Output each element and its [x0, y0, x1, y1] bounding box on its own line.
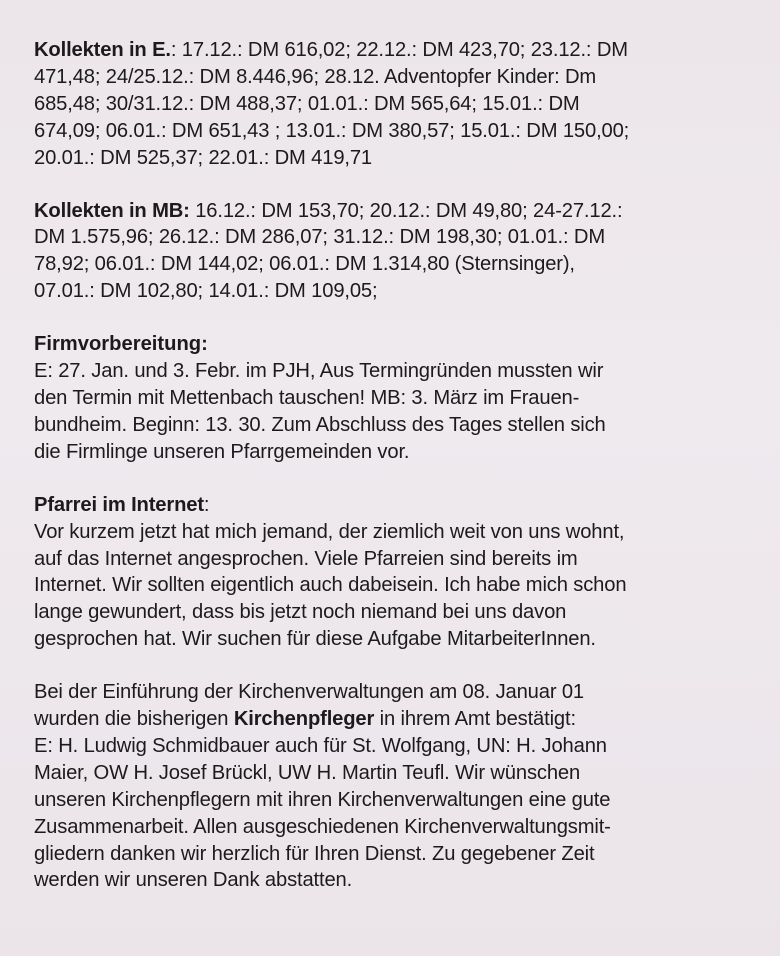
- kollekten-mb-line-1: [34, 198, 760, 225]
- kollekten-mb-line-3: 78,92; 06.01.: DM 144,02; 06.01.: DM 1.314,80 (Sternsinger),: [34, 253, 575, 276]
- kollekten-mb-heading: Kollekten in MB:: [34, 199, 190, 222]
- pfarrei-internet-heading-colon: :: [203, 493, 210, 516]
- kirchenpfleger-line-2-post: in ihrem Amt bestätigt:: [374, 708, 576, 731]
- kirchenpfleger-line-2: [34, 706, 760, 733]
- firmvorbereitung-heading: Firmvorbereitung:: [34, 333, 208, 356]
- kollekten-mb-line-4: 07.01.: DM 102,80; 14.01.: DM 109,05;: [34, 280, 378, 303]
- kollekten-e-line-4: 674,09; 06.01.: DM 651,43 ; 13.01.: DM 380,57; 15.01.: DM 150,00;: [34, 119, 630, 142]
- kirchenpfleger-line-1: Bei der Einführung der Kirchenverwaltungen am 08. Januar 01: [34, 681, 585, 704]
- firmvorbereitung-line-4: die Firmlinge unseren Pfarrgemeinden vor.: [34, 440, 410, 463]
- kirchenpfleger-line-2-pre: wurden die bisherigen: [34, 708, 234, 731]
- kirchenpfleger-line-8: werden wir unseren Dank abstatten.: [34, 869, 353, 892]
- pfarrei-internet-line-3: Internet. Wir sollten eigentlich auch dabeisein. Ich habe mich schon: [34, 574, 627, 597]
- pfarrei-internet-heading-line: [34, 492, 760, 519]
- kollekten-e-line-5: 20.01.: DM 525,37; 22.01.: DM 419,71: [34, 146, 373, 169]
- kirchenpfleger-line-6: Zusammenarbeit. Allen ausgeschiedenen Kirchenverwaltungsmit-: [34, 815, 611, 838]
- kollekten-mb-line-2: DM 1.575,96; 26.12.: DM 286,07; 31.12.: DM 198,30; 01.01.: DM: [34, 226, 606, 249]
- kollekten-e-line-1: [34, 37, 760, 64]
- kirchenpfleger-line-5: unseren Kirchenpflegern mit ihren Kirchenverwaltungen eine gute: [34, 788, 611, 811]
- kollekten-e-text: 17.12.: DM 616,02; 22.12.: DM 423,70; 23.12.: DM: [176, 39, 628, 61]
- kollekten-e-line-3: 685,48; 30/31.12.: DM 488,37; 01.01.: DM 565,64; 15.01.: DM: [34, 92, 580, 115]
- pfarrei-internet-line-2: auf das Internet angesprochen. Viele Pfarreien sind bereits im: [34, 547, 578, 570]
- kollekten-e-heading: Kollekten in E.: [34, 39, 171, 61]
- firmvorbereitung-line-3: bundheim. Beginn: 13. 30. Zum Abschluss des Tages stellen sich: [34, 413, 606, 436]
- kirchenpfleger-keyword: Kirchenpfleger: [233, 708, 375, 731]
- pfarrei-internet-line-5: gesprochen hat. Wir suchen für diese Aufgabe MitarbeiterInnen.: [34, 628, 596, 651]
- pfarrei-internet-line-1: Vor kurzem jetzt hat mich jemand, der ziemlich weit von uns wohnt,: [34, 520, 625, 543]
- section-firmvorbereitung: [34, 331, 760, 466]
- pfarrei-internet-line-4: lange gewundert, dass bis jetzt noch niemand bei uns davon: [34, 601, 567, 624]
- firmvorbereitung-line-1: E: 27. Jan. und 3. Febr. im PJH, Aus Termingründen mussten wir: [34, 360, 604, 383]
- kirchenpfleger-line-7: gliedern danken wir herzlich für Ihren Dienst. Zu gegebener Zeit: [34, 842, 595, 865]
- kirchenpfleger-line-4: Maier, OW H. Josef Brückl, UW H. Martin Teufl. Wir wünschen: [34, 761, 581, 784]
- kollekten-mb-text: 16.12.: DM 153,70; 20.12.: DM 49,80; 24-27.12.:: [189, 199, 623, 222]
- pfarrei-internet-heading: Pfarrei im Internet: [34, 493, 204, 516]
- section-kollekten-mb: [34, 198, 760, 306]
- kirchenpfleger-line-3: E: H. Ludwig Schmidbauer auch für St. Wolfgang, UN: H. Johann: [34, 734, 607, 757]
- firmvorbereitung-line-2: den Termin mit Mettenbach tauschen! MB: 3. März im Frauen-: [34, 386, 580, 409]
- kollekten-e-line-2: 471,48; 24/25.12.: DM 8.446,96; 28.12. Adventopfer Kinder: Dm: [34, 65, 597, 88]
- section-kollekten-e: [34, 37, 760, 172]
- section-pfarrei-internet: [34, 492, 760, 653]
- kollekten-e-heading-colon: :: [170, 39, 177, 61]
- section-kirchenpfleger: [34, 679, 760, 894]
